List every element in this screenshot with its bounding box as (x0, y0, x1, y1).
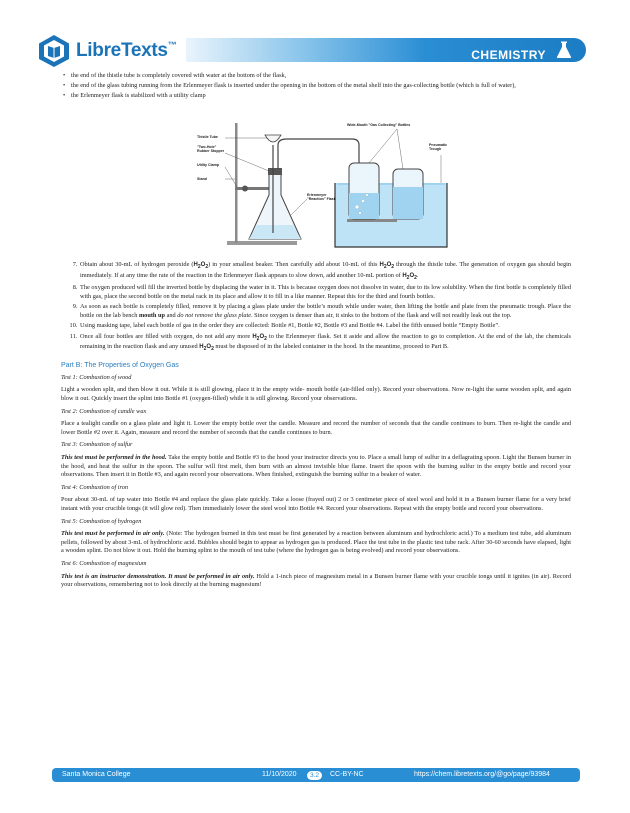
footer-college: Santa Monica College (62, 771, 131, 778)
list-item: 8. The oxygen produced will fill the inverted bottle by displacing the water in it. This is because oxygen does not dissolve in water, due to its low solubility. When the first bottle is completely filled with gas, place the second bottle on the metal rack in its place and allow it to fill in a like manner. Repeat this for the third and fourth bottles. (79, 284, 571, 301)
label-pneumatic-trough: Pneumatic Trough (429, 142, 448, 151)
oxygen-collection-apparatus-diagram (197, 115, 457, 255)
label-stand: Stand (197, 176, 207, 181)
test-6-title: Test 6: Combustion of magnesium (61, 559, 147, 567)
test-3-body: This test must be performed in the hood. Take the empty bottle and Bottle #3 to the hood your instructor directs you to. Place a small lump of sulfur in a deflagrating spoon. Light the Bunsen burner in the hood, and heat the sulfur in the spoon. The sulfur will first melt, then burn with an almost invisible blue flame. Insert the spoon with the burning sulfur in the empty bottle and record your observations. Then insert it in Bottle #3, and again record your observations. When finished, extinguish the burning sulfur in a beaker of water. (61, 454, 571, 479)
flask-liquid (249, 225, 301, 239)
test-5-title: Test 5: Combustion of hydrogen (61, 517, 142, 525)
list-item: • the end of the glass tubing running from the Erlenmeyer flask is inserted under the opening in the bottom of the metal shelf into the gas-collecting bottle (which is full of water), (71, 82, 571, 91)
list-item: • the end of the thistle tube is completely covered with water at the bottom of the flask, (71, 72, 571, 81)
list-item: 9. As soon as each bottle is completely filled, remove it by placing a glass plate under the bottle’s mouth while under water, then lifting the bottle and plate from the pneumatic trough. Place the bottle on the lab bench mouth up and do not remove the glass plate. Since oxygen is denser than air, it sinks to the bottom of the flask and will not readily leak out the top. (79, 303, 571, 320)
h2o2-formula: $H_2O_2$ (402, 272, 417, 281)
subject-label[interactable]: CHEMISTRY (471, 48, 546, 62)
procedure-steps (61, 261, 571, 354)
page-footer (52, 768, 580, 782)
footer-license[interactable]: CC-BY-NC (330, 771, 364, 778)
libretexts-logo-icon[interactable] (36, 34, 72, 68)
flask-icon (556, 41, 572, 59)
footer-date: 11/10/2020 (262, 771, 297, 778)
test-2-body: Place a tealight candle on a glass plate and light it. Lower the empty bottle over the candle. Measure and record the number of seconds that the candle continues to burn. Then re-light the candle and lower Bottle #2 over it. Again, measure and record the number of seconds that the candle continues to burn. (61, 420, 571, 436)
list-item: 10. Using masking tape, label each bottle of gas in the order they are collected: Bottle #1, Bottle #2, Bottle #3 and Bottle #4. Label the fifth unused bottle “Empty Bottle”. (79, 322, 571, 331)
setup-bullet-list (61, 72, 571, 101)
h2o2-formula: $H_2O_2$ (379, 261, 395, 271)
label-erlenmeyer-flask: Erlenmeyer "Reaction" Flask (307, 192, 336, 201)
stand-rod (235, 123, 238, 243)
clamp-knob (242, 185, 248, 191)
rubber-stopper (268, 168, 282, 175)
libretexts-wordmark[interactable]: LibreTexts™ (76, 40, 177, 61)
label-two-hole-stopper: "Two-Hole" Rubber Stopper (197, 144, 225, 153)
label-utility-clamp: Utility Clamp (197, 162, 219, 167)
h2o2-formula: $H_2O_2$ (199, 344, 214, 353)
test-4-title: Test 4: Combustion of iron (61, 483, 129, 491)
h2o2-formula: $H_2O_2$ (252, 333, 267, 342)
list-item: 7. Obtain about 30-mL of hydrogen peroxide $(H_2O_2)$ in your smallest beaker. Then carefully add about 10-mL of this $H_2O_2$ through the thistle tube. The generation of oxygen gas should begin immediately. If at any time the rate of the reaction in the Erlenmeyer flask appears to slow down, add another 10-mL portion of $H_2O_2$. (79, 261, 571, 283)
label-thistle-tube: Thistle Tube (197, 134, 218, 139)
list-item: 11. Once all four bottles are filled with oxygen, do not add any more $H_2O_2$ to the Erlenmeyer flask. Set it aside and allow the reaction to go to completion. At the end of the lab, the chemicals remaining in the reaction flask and any unused $H_2O_2$ must be disposed of in the labeled container in the hood. In the meantime, proceed to Part B. (79, 333, 571, 355)
footer-page-number: 3.2 (307, 771, 322, 780)
document-body (61, 72, 571, 594)
list-item: • the Erlenmeyer flask is stabilized with a utility clamp (71, 92, 571, 101)
test-6-body: This test is an instructor demonstration. It must be performed in air only. Hold a 1-inch piece of magnesium metal in a Bunsen burner flame with your crucible tongs until it ignites (in air). Record your observations, remembering not to look directly at the burning magnesium! (61, 572, 571, 589)
subject-banner (186, 38, 586, 62)
footer-url-link[interactable]: https://chem.libretexts.org/@go/page/93984 (414, 771, 550, 778)
test-5-body: This test must be performed in air only. (Note: The hydrogen burned in this test must be first generated by a reaction between aluminum and hydrochloric acid.) To a medium test tube, add aluminum pellets, followed by about 3-mL of hydrochloric acid. Bubbles should begin to appear as hydrogen gas is produced. Place the test tube in the plastic test tube rack. After 30-60 seconds have elapsed, light a wooden splint. Do not blow it out. Hold the burning splint to the mouth of test tube (where the hydrogen gas is being evolved) and record your observations. (61, 530, 571, 555)
h2o2-formula: $H_2O_2$ (193, 261, 209, 271)
test-3-title: Test 3: Combustion of sulfur (61, 441, 133, 449)
label-gas-bottles: Wide-Mouth "Gas Collecting" Bottles (347, 122, 411, 127)
utility-clamp (235, 187, 273, 190)
test-1-body: Light a wooden split, and then blow it out. While it is still glowing, place it in the empty wide- mouth bottle (air-filled only). Record your observations. Now re-light the same wooden split, and again blow it out. Quickly insert the splint into Bottle #1 (oxygen-filled) while it is still glowing. Record your observations. (61, 386, 571, 403)
test-2-title: Test 2: Combustion of candle wax (61, 407, 147, 415)
test-4-body: Pour about 30-mL of tap water into Bottle #4 and replace the glass plate quickly. Take a loose (frayed out) 2 or 3 centimeter piece of steel wool and hold it in a Bunsen burner flame for a very brief instant with your crucible tongs (it will glow red). Then immediately lower the steel wool into Bottle #4. Record your observations. Repeat with the empty bottle and record your observations. (61, 496, 571, 512)
test-1-title: Test 1: Combustion of wood (61, 373, 132, 381)
section-heading-part-b: Part B: The Properties of Oxygen Gas (61, 362, 179, 370)
apparatus-figure (197, 115, 457, 255)
